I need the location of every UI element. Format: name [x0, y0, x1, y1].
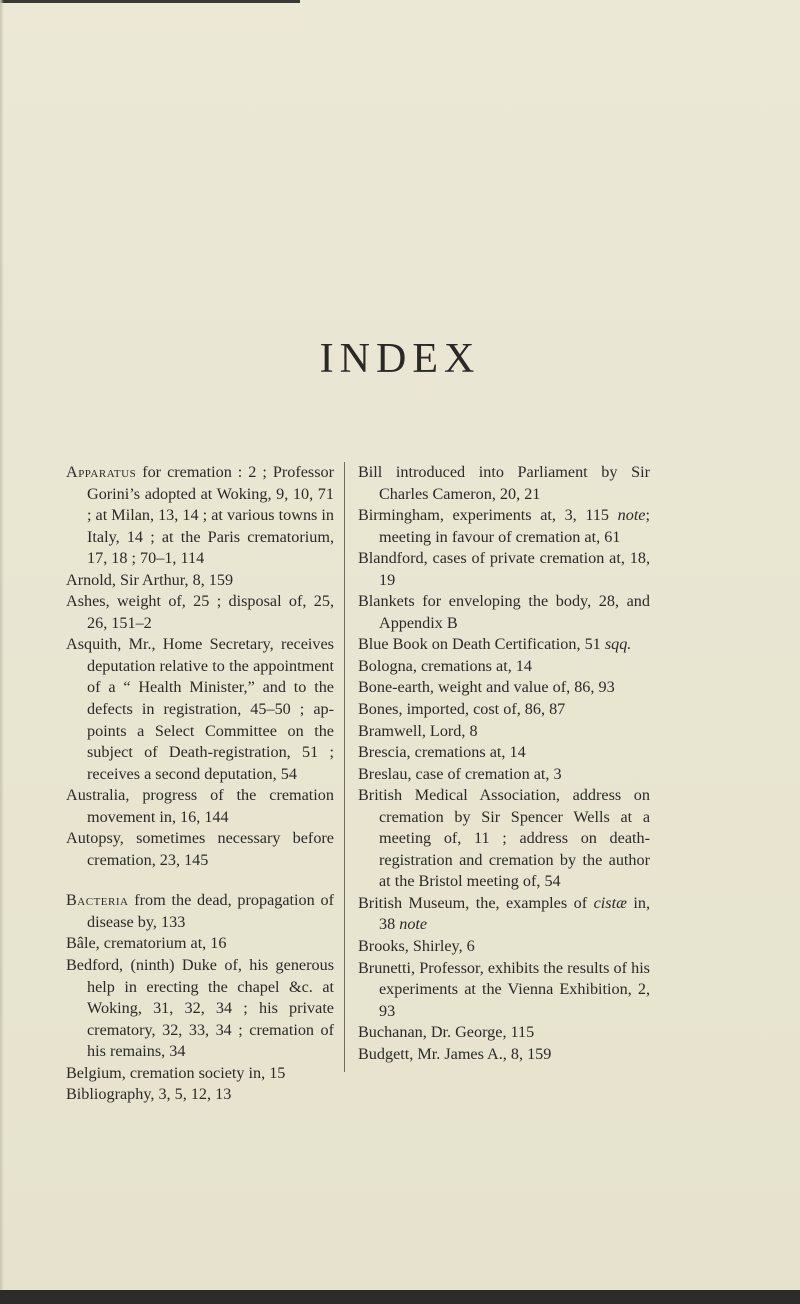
- index-entry: Australia, progress of the cremation movement in, 16, 144: [66, 786, 334, 826]
- index-entry: Bone-earth, weight and value of, 86, 93: [358, 678, 615, 697]
- index-entry: Ashes, weight of, 25 ; disposal of, 25, 26, 151–2: [66, 592, 334, 632]
- index-entry: [66, 462, 334, 570]
- index-entry: British Medical Association, address on cremation by Sir Spencer Wells at a meeting of, 11 ; address on death-registration and cremation by the author at the Bristol meeting of, 54: [358, 786, 650, 891]
- entry-text: ; meeting in favour of cremation at, 61: [379, 506, 650, 546]
- entry-text: from the dead, propagation of disease by, 133: [87, 891, 334, 931]
- index-entry: [358, 505, 650, 548]
- index-entry: Bramwell, Lord, 8: [358, 721, 478, 740]
- index-column-right: [358, 462, 650, 1065]
- entry-italic: note: [617, 506, 646, 525]
- index-entry: Bibliography, 3, 5, 12, 13: [66, 1085, 232, 1104]
- index-entry: Bill introduced into Parliament by Sir Charles Cameron, 20, 21: [358, 463, 650, 503]
- index-entry: Buchanan, Dr. George, 115: [358, 1023, 535, 1042]
- index-entry: Budgett, Mr. James A., 8, 159: [358, 1044, 552, 1063]
- index-entry: Asquith, Mr., Home Secretary, receives deputation relative to the appointment of a “ Health Minister,” and to the defects in registration, 45–50 ; appoints a Select Committee on the subject of Death-registration, 51 ; receives a second deputation, 54: [66, 635, 334, 783]
- index-entry: Blandford, cases of private cremation at, 18, 19: [358, 549, 650, 589]
- entry-text: for cremation : 2 ; Professor Gorini’s adopted at Woking, 9, 10, 71 ; at Milan, 13, 14 ; at various towns in Italy, 14 ; at the Paris crematorium, 17, 18 ; 70–1, 114: [87, 463, 334, 568]
- index-entry: Brescia, cremations at, 14: [358, 743, 526, 762]
- index-entry: Blankets for enveloping the body, 28, and Appendix B: [358, 592, 650, 632]
- entry-text: British Museum, the, examples of: [358, 893, 594, 912]
- index-entry: Bones, imported, cost of, 86, 87: [358, 700, 566, 719]
- entry-headword: Bacteria: [66, 891, 129, 910]
- index-entry: [66, 890, 334, 933]
- index-entry: Bologna, cremations at, 14: [358, 656, 532, 675]
- entry-text: Blue Book on Death Certification, 51: [358, 635, 605, 654]
- entry-italic: sqq.: [604, 635, 632, 654]
- index-entry: Bedford, (ninth) Duke of, his generous help in erecting the chapel &c. at Woking, 31, 32, 34 ; his private crematory, 32, 33, 34 ; cremation of his remains, 34: [66, 956, 334, 1061]
- page-left-edge: [0, 0, 4, 1290]
- bottom-edge-band: [0, 1290, 800, 1304]
- index-entry: [358, 893, 650, 936]
- entry-italic: cistæ: [593, 893, 627, 912]
- index-entry: Brooks, Shirley, 6: [358, 937, 475, 956]
- entry-text: in, 38: [379, 893, 651, 934]
- entry-italic: note: [399, 915, 428, 934]
- page-title: INDEX: [319, 336, 481, 382]
- index-entry: Brunetti, Professor, exhibits the results of his experiments at the Vienna Exhibition, 2, 93: [358, 958, 650, 1020]
- index-entry: Bâle, crematorium at, 16: [66, 934, 227, 953]
- entry-text: Birmingham, experiments at, 3, 115: [358, 506, 618, 525]
- entry-headword: Apparatus: [66, 463, 137, 481]
- index-entry: Arnold, Sir Arthur, 8, 159: [66, 570, 234, 589]
- top-edge-rule: [0, 0, 300, 3]
- index-column-left: [66, 462, 334, 1106]
- column-divider: [344, 462, 345, 1072]
- index-entry: Belgium, cremation society in, 15: [66, 1063, 286, 1082]
- index-entry: [358, 634, 650, 656]
- index-entry: Breslau, case of cremation at, 3: [358, 764, 562, 783]
- index-entry: Autopsy, sometimes necessary before cremation, 23, 145: [66, 829, 334, 869]
